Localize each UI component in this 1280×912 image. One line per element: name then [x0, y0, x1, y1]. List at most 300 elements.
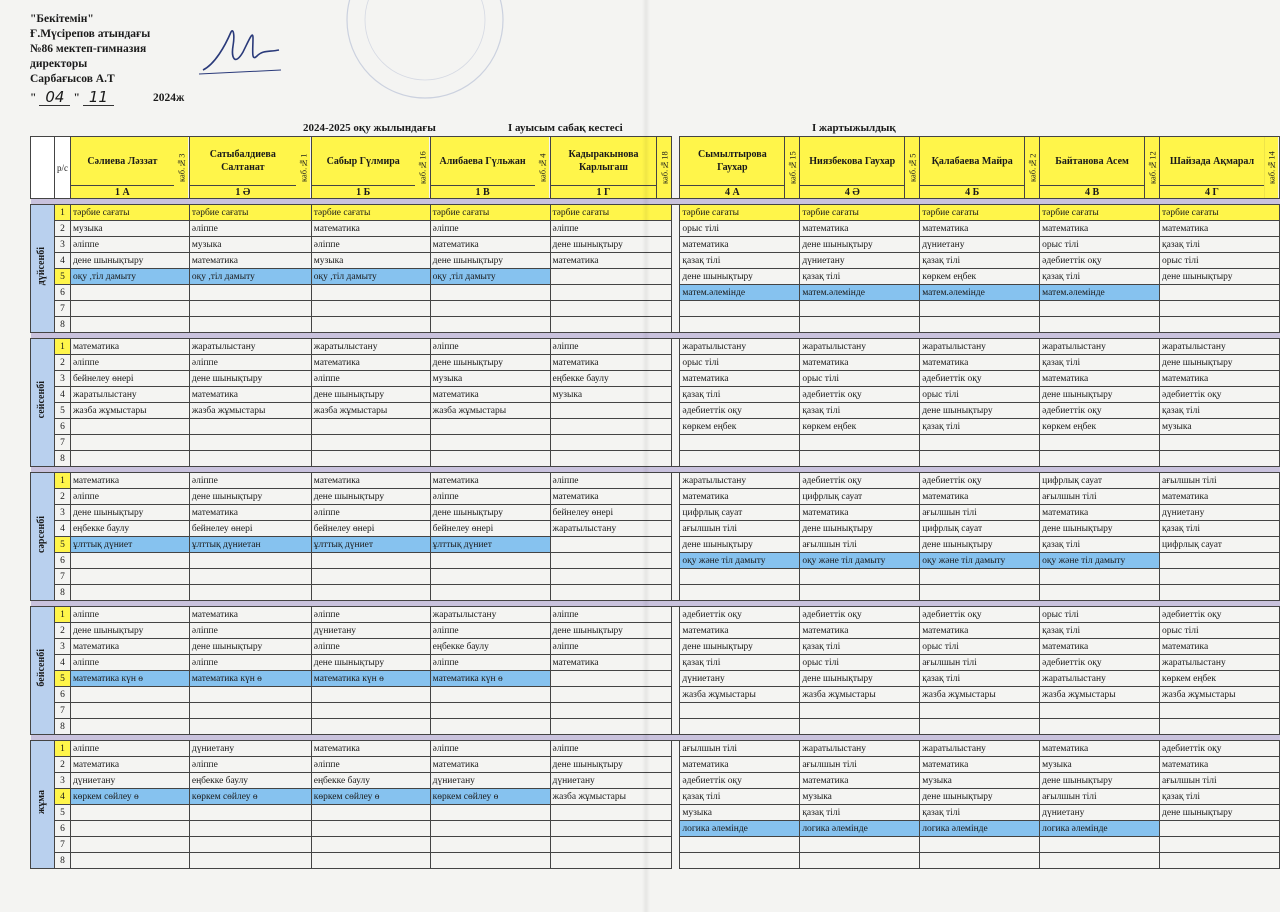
subject-cell: тәрбие сағаты	[311, 205, 430, 221]
approval-line: №86 мектеп-гимназия	[30, 43, 147, 55]
lesson-number: 1	[54, 205, 70, 221]
subject-cell: математика	[920, 355, 1040, 371]
subject-cell: математика	[680, 489, 800, 505]
subject-cell	[70, 687, 189, 703]
subject-cell	[70, 805, 189, 821]
date-year: 2024ж	[152, 92, 185, 104]
subject-cell: көркем еңбек	[680, 419, 800, 435]
subject-cell: қазақ тілі	[1160, 237, 1280, 253]
subject-cell: дүниетану	[430, 773, 550, 789]
subject-cell: математика	[1160, 221, 1280, 237]
subject-cell: ағылшын тілі	[800, 757, 920, 773]
subject-cell: қазақ тілі	[680, 655, 800, 671]
subject-cell	[70, 435, 189, 451]
subject-cell: дене шынықтыру	[189, 371, 311, 387]
lesson-row	[31, 655, 1280, 671]
page-gap	[672, 789, 680, 805]
page-gap	[672, 419, 680, 435]
subject-cell: дене шынықтыру	[550, 623, 672, 639]
subject-cell: музыка	[189, 237, 311, 253]
subject-cell	[430, 435, 550, 451]
subject-cell: орыс тілі	[1160, 253, 1280, 269]
subject-cell: математика	[1040, 741, 1160, 757]
lesson-row	[31, 585, 1280, 601]
lesson-row	[31, 805, 1280, 821]
page-gap	[672, 285, 680, 301]
subject-cell	[1160, 821, 1280, 837]
subject-cell	[550, 269, 672, 285]
subject-cell	[311, 853, 430, 869]
subject-cell	[311, 837, 430, 853]
lesson-row	[31, 623, 1280, 639]
page-gap	[672, 741, 680, 757]
subject-cell: математика	[680, 237, 800, 253]
subject-cell	[800, 451, 920, 467]
lesson-number: 7	[54, 703, 70, 719]
subject-cell	[311, 451, 430, 467]
subject-cell	[1040, 317, 1160, 333]
subject-cell: әліппе	[430, 221, 550, 237]
subject-cell: қазақ тілі	[800, 269, 920, 285]
subject-cell: жазба жұмыстары	[70, 403, 189, 419]
lesson-number: 4	[54, 521, 70, 537]
subject-cell: дүниетану	[1160, 505, 1280, 521]
subject-cell	[550, 553, 672, 569]
subject-cell: математика	[1160, 639, 1280, 655]
header-row	[31, 137, 1280, 186]
subject-cell: қазақ тілі	[920, 253, 1040, 269]
subject-cell: математика	[920, 757, 1040, 773]
subject-cell	[311, 285, 430, 301]
subject-cell: музыка	[920, 773, 1040, 789]
subject-cell: оқу және тіл дамыту	[920, 553, 1040, 569]
subject-cell	[800, 317, 920, 333]
subject-cell: әліппе	[550, 221, 672, 237]
director-name: Сарбағысов А.Т	[30, 73, 115, 85]
subject-cell	[550, 805, 672, 821]
subject-cell: дене шынықтыру	[680, 269, 800, 285]
lesson-row	[31, 221, 1280, 237]
teacher-name: Ниязбекова Гаухар	[800, 137, 905, 186]
lesson-row	[31, 687, 1280, 703]
subject-cell	[680, 301, 800, 317]
subject-cell: әдебиеттік оқу	[1040, 655, 1160, 671]
subject-cell	[1040, 301, 1160, 317]
subject-cell: тәрбие сағаты	[800, 205, 920, 221]
subject-cell: әліппе	[189, 655, 311, 671]
subject-cell	[920, 703, 1040, 719]
page-gap	[672, 221, 680, 237]
lesson-row	[31, 473, 1280, 489]
cabinet-number: каб.№5	[905, 137, 920, 199]
teacher-name: Қалабаева Майра	[920, 137, 1025, 186]
subject-cell	[1160, 451, 1280, 467]
subject-cell: дене шынықтыру	[1160, 269, 1280, 285]
teacher-name: Шайзада Ақмарал	[1160, 137, 1265, 186]
subject-cell: жаратылыстану	[311, 339, 430, 355]
cabinet-number: каб.№4	[535, 137, 550, 199]
subject-cell	[430, 853, 550, 869]
lesson-number: 8	[54, 451, 70, 467]
subject-cell: математика	[189, 505, 311, 521]
lesson-number: 7	[54, 301, 70, 317]
subject-cell: дене шынықтыру	[680, 639, 800, 655]
subject-cell: математика	[70, 639, 189, 655]
subject-cell	[189, 687, 311, 703]
subject-cell: дүниетану	[680, 671, 800, 687]
subject-cell: дене шынықтыру	[680, 537, 800, 553]
lesson-row	[31, 237, 1280, 253]
lesson-row	[31, 607, 1280, 623]
subject-cell: логика әлемінде	[680, 821, 800, 837]
lesson-number: 1	[54, 339, 70, 355]
subject-cell: әдебиеттік оқу	[1160, 741, 1280, 757]
subject-cell: математика	[550, 489, 672, 505]
subject-cell: әдебиеттік оқу	[920, 371, 1040, 387]
lesson-row	[31, 821, 1280, 837]
subject-cell: математика	[311, 221, 430, 237]
subject-cell: математика	[1160, 371, 1280, 387]
subject-cell: әліппе	[550, 639, 672, 655]
subject-cell	[550, 837, 672, 853]
subject-cell: оқу ,тіл дамыту	[430, 269, 550, 285]
subject-cell	[1040, 585, 1160, 601]
subject-cell: әліппе	[430, 741, 550, 757]
subject-cell: әдебиеттік оқу	[920, 473, 1040, 489]
page-gap	[672, 371, 680, 387]
subject-cell: дене шынықтыру	[189, 639, 311, 655]
title-year: 2024-2025 оқу жылындағы	[303, 122, 436, 134]
subject-cell	[550, 317, 672, 333]
subject-cell: жазба жұмыстары	[800, 687, 920, 703]
subject-cell: орыс тілі	[920, 639, 1040, 655]
lesson-number: 3	[54, 371, 70, 387]
lesson-number: 8	[54, 853, 70, 869]
subject-cell: жаратылыстану	[1040, 339, 1160, 355]
lesson-row	[31, 789, 1280, 805]
subject-cell	[1160, 853, 1280, 869]
subject-cell: матем.әлемінде	[680, 285, 800, 301]
subject-cell: дене шынықтыру	[311, 489, 430, 505]
lesson-number: 7	[54, 569, 70, 585]
stamp-icon	[325, 0, 525, 100]
lesson-row	[31, 355, 1280, 371]
subject-cell: математика	[920, 623, 1040, 639]
subject-cell: әліппе	[550, 473, 672, 489]
subject-cell	[1160, 703, 1280, 719]
subject-cell: әліппе	[311, 607, 430, 623]
page-gap	[672, 757, 680, 773]
subject-cell: еңбекке баулу	[311, 773, 430, 789]
subject-cell: математика күн ө	[430, 671, 550, 687]
subject-cell: тәрбие сағаты	[70, 205, 189, 221]
lesson-row	[31, 521, 1280, 537]
subject-cell	[430, 703, 550, 719]
lesson-number: 7	[54, 435, 70, 451]
subject-cell: әліппе	[70, 741, 189, 757]
subject-cell	[1040, 837, 1160, 853]
lesson-row	[31, 387, 1280, 403]
lesson-number: 5	[54, 805, 70, 821]
subject-cell	[800, 837, 920, 853]
subject-cell	[70, 301, 189, 317]
subject-cell: ұлттық дүниет	[70, 537, 189, 553]
subject-cell: музыка	[311, 253, 430, 269]
subject-cell: бейнелеу өнері	[550, 505, 672, 521]
signature-icon	[195, 26, 285, 80]
subject-cell: әдебиеттік оқу	[680, 773, 800, 789]
lesson-number: 3	[54, 237, 70, 253]
subject-cell	[430, 285, 550, 301]
subject-cell: дене шынықтыру	[189, 489, 311, 505]
subject-cell	[920, 585, 1040, 601]
subject-cell	[680, 569, 800, 585]
subject-cell: көркем сөйлеу ө	[311, 789, 430, 805]
subject-cell: оқу ,тіл дамыту	[189, 269, 311, 285]
lesson-row	[31, 285, 1280, 301]
subject-cell: қазақ тілі	[1040, 355, 1160, 371]
subject-cell: дене шынықтыру	[920, 537, 1040, 553]
subject-cell	[550, 403, 672, 419]
subject-cell: дене шынықтыру	[70, 505, 189, 521]
subject-cell: әліппе	[430, 339, 550, 355]
subject-cell	[1040, 719, 1160, 735]
subject-cell	[800, 569, 920, 585]
subject-cell: математика	[311, 473, 430, 489]
subject-cell: дене шынықтыру	[430, 253, 550, 269]
subject-cell	[550, 703, 672, 719]
page-gap	[672, 639, 680, 655]
day-name	[31, 741, 55, 869]
subject-cell	[430, 837, 550, 853]
cabinet-number: каб.№16	[415, 137, 430, 199]
subject-cell: ағылшын тілі	[1040, 789, 1160, 805]
teacher-name: Байтанова Асем	[1040, 137, 1145, 186]
title-half: І жартыжылдық	[812, 122, 896, 134]
cabinet-number: каб.№15	[785, 137, 800, 199]
subject-cell: ағылшын тілі	[920, 505, 1040, 521]
subject-cell	[70, 821, 189, 837]
lesson-row	[31, 773, 1280, 789]
subject-cell	[70, 553, 189, 569]
subject-cell: музыка	[70, 221, 189, 237]
page-gap	[672, 703, 680, 719]
approval-title: "Бекітемін"	[30, 13, 94, 25]
schedule-table	[30, 136, 1280, 869]
subject-cell: әліппе	[550, 741, 672, 757]
subject-cell: жаратылыстану	[1040, 671, 1160, 687]
subject-cell	[920, 837, 1040, 853]
lesson-row	[31, 253, 1280, 269]
subject-cell: матем.әлемінде	[1040, 285, 1160, 301]
page-gap	[672, 205, 680, 221]
subject-cell: тәрбие сағаты	[189, 205, 311, 221]
subject-cell	[550, 821, 672, 837]
subject-cell: көркем еңбек	[1040, 419, 1160, 435]
subject-cell: логика әлемінде	[1040, 821, 1160, 837]
subject-cell	[311, 585, 430, 601]
subject-cell: жазба жұмыстары	[550, 789, 672, 805]
subject-cell	[800, 853, 920, 869]
subject-cell	[430, 451, 550, 467]
subject-cell: қазақ тілі	[1040, 623, 1160, 639]
page-gap	[672, 339, 680, 355]
lesson-row	[31, 489, 1280, 505]
subject-cell: дене шынықтыру	[70, 623, 189, 639]
row-number-header: р/с	[54, 137, 70, 199]
subject-cell: жаратылыстану	[920, 339, 1040, 355]
subject-cell: жаратылыстану	[430, 607, 550, 623]
subject-cell: жаратылыстану	[70, 387, 189, 403]
subject-cell	[70, 451, 189, 467]
lesson-number: 5	[54, 403, 70, 419]
subject-cell: дене шынықтыру	[550, 237, 672, 253]
subject-cell: математика күн ө	[311, 671, 430, 687]
lesson-row	[31, 505, 1280, 521]
subject-cell: дүниетану	[70, 773, 189, 789]
page-gap	[672, 403, 680, 419]
subject-cell: қазақ тілі	[920, 671, 1040, 687]
subject-cell: әдебиеттік оқу	[1040, 403, 1160, 419]
subject-cell: математика	[70, 473, 189, 489]
page-gap	[672, 837, 680, 853]
subject-cell: математика	[1160, 757, 1280, 773]
subject-cell: математика	[1040, 221, 1160, 237]
subject-cell: математика	[920, 221, 1040, 237]
lesson-number: 6	[54, 419, 70, 435]
lesson-number: 1	[54, 473, 70, 489]
subject-cell	[550, 585, 672, 601]
subject-cell	[1160, 301, 1280, 317]
subject-cell: орыс тілі	[920, 387, 1040, 403]
subject-cell	[70, 285, 189, 301]
cabinet-number: каб.№14	[1264, 137, 1279, 199]
subject-cell	[550, 435, 672, 451]
subject-cell: әдебиеттік оқу	[680, 607, 800, 623]
lesson-number: 3	[54, 639, 70, 655]
page-gap	[672, 805, 680, 821]
lesson-number: 1	[54, 607, 70, 623]
subject-cell: математика	[800, 221, 920, 237]
page-gap	[672, 237, 680, 253]
lesson-number: 3	[54, 773, 70, 789]
page-gap	[672, 585, 680, 601]
subject-cell: әліппе	[550, 339, 672, 355]
subject-cell: жаратылыстану	[189, 339, 311, 355]
subject-cell: жазба жұмыстары	[680, 687, 800, 703]
lesson-row	[31, 837, 1280, 853]
subject-cell: дене шынықтыру	[1040, 387, 1160, 403]
subject-cell	[1160, 719, 1280, 735]
subject-cell	[189, 821, 311, 837]
subject-cell: математика	[680, 623, 800, 639]
date-month: 11	[83, 90, 114, 106]
subject-cell: матем.әлемінде	[800, 285, 920, 301]
subject-cell	[1040, 451, 1160, 467]
subject-cell	[680, 853, 800, 869]
approval-date	[30, 90, 310, 106]
subject-cell: дене шынықтыру	[1040, 773, 1160, 789]
lesson-row	[31, 741, 1280, 757]
subject-cell	[430, 585, 550, 601]
subject-cell	[680, 451, 800, 467]
subject-cell	[920, 435, 1040, 451]
subject-cell: математика	[800, 623, 920, 639]
subject-cell: әліппе	[70, 355, 189, 371]
subject-cell	[189, 301, 311, 317]
subject-cell	[70, 853, 189, 869]
subject-cell: ағылшын тілі	[920, 655, 1040, 671]
date-day: 04	[39, 90, 70, 106]
subject-cell: математика	[430, 387, 550, 403]
subject-cell	[1160, 585, 1280, 601]
subject-cell: тәрбие сағаты	[1160, 205, 1280, 221]
subject-cell: дүниетану	[311, 623, 430, 639]
lesson-row	[31, 853, 1280, 869]
subject-cell	[311, 805, 430, 821]
subject-cell: әліппе	[70, 489, 189, 505]
subject-cell: дене шынықтыру	[70, 253, 189, 269]
lesson-number: 6	[54, 687, 70, 703]
subject-cell: дене шынықтыру	[800, 237, 920, 253]
cabinet-number: каб.№3	[174, 137, 189, 199]
lesson-row	[31, 451, 1280, 467]
lesson-number: 5	[54, 537, 70, 553]
subject-cell: музыка	[550, 387, 672, 403]
subject-cell: дене шынықтыру	[311, 655, 430, 671]
page-gap	[672, 473, 680, 489]
subject-cell	[800, 435, 920, 451]
subject-cell: әдебиеттік оқу	[800, 607, 920, 623]
subject-cell: математика	[920, 489, 1040, 505]
page-gap	[672, 269, 680, 285]
lesson-row	[31, 703, 1280, 719]
subject-cell: математика	[680, 371, 800, 387]
subject-cell: қазақ тілі	[1160, 789, 1280, 805]
subject-cell: орыс тілі	[680, 221, 800, 237]
subject-cell: музыка	[430, 371, 550, 387]
lesson-number: 2	[54, 221, 70, 237]
lesson-number: 2	[54, 623, 70, 639]
subject-cell: қазақ тілі	[680, 387, 800, 403]
subject-cell	[920, 853, 1040, 869]
subject-cell: ағылшын тілі	[680, 521, 800, 537]
day-name	[31, 473, 55, 601]
lesson-row	[31, 569, 1280, 585]
subject-cell	[189, 451, 311, 467]
subject-cell: оқу ,тіл дамыту	[311, 269, 430, 285]
page-gap	[672, 489, 680, 505]
subject-cell	[430, 719, 550, 735]
subject-cell	[189, 719, 311, 735]
subject-cell: жаратылыстану	[800, 741, 920, 757]
subject-cell: оқу және тіл дамыту	[680, 553, 800, 569]
subject-cell: матем.әлемінде	[920, 285, 1040, 301]
subject-cell	[550, 719, 672, 735]
day-label: бейсенбі	[36, 649, 48, 687]
cabinet-number: каб.№18	[657, 137, 672, 199]
subject-cell	[189, 285, 311, 301]
subject-cell: жаратылыстану	[1160, 339, 1280, 355]
page-gap	[672, 537, 680, 553]
lesson-row	[31, 757, 1280, 773]
page-gap	[672, 355, 680, 371]
subject-cell	[680, 837, 800, 853]
subject-cell: орыс тілі	[680, 355, 800, 371]
subject-cell: әліппе	[189, 757, 311, 773]
class-name: 4 А	[680, 186, 785, 199]
class-name: 4 В	[1040, 186, 1145, 199]
